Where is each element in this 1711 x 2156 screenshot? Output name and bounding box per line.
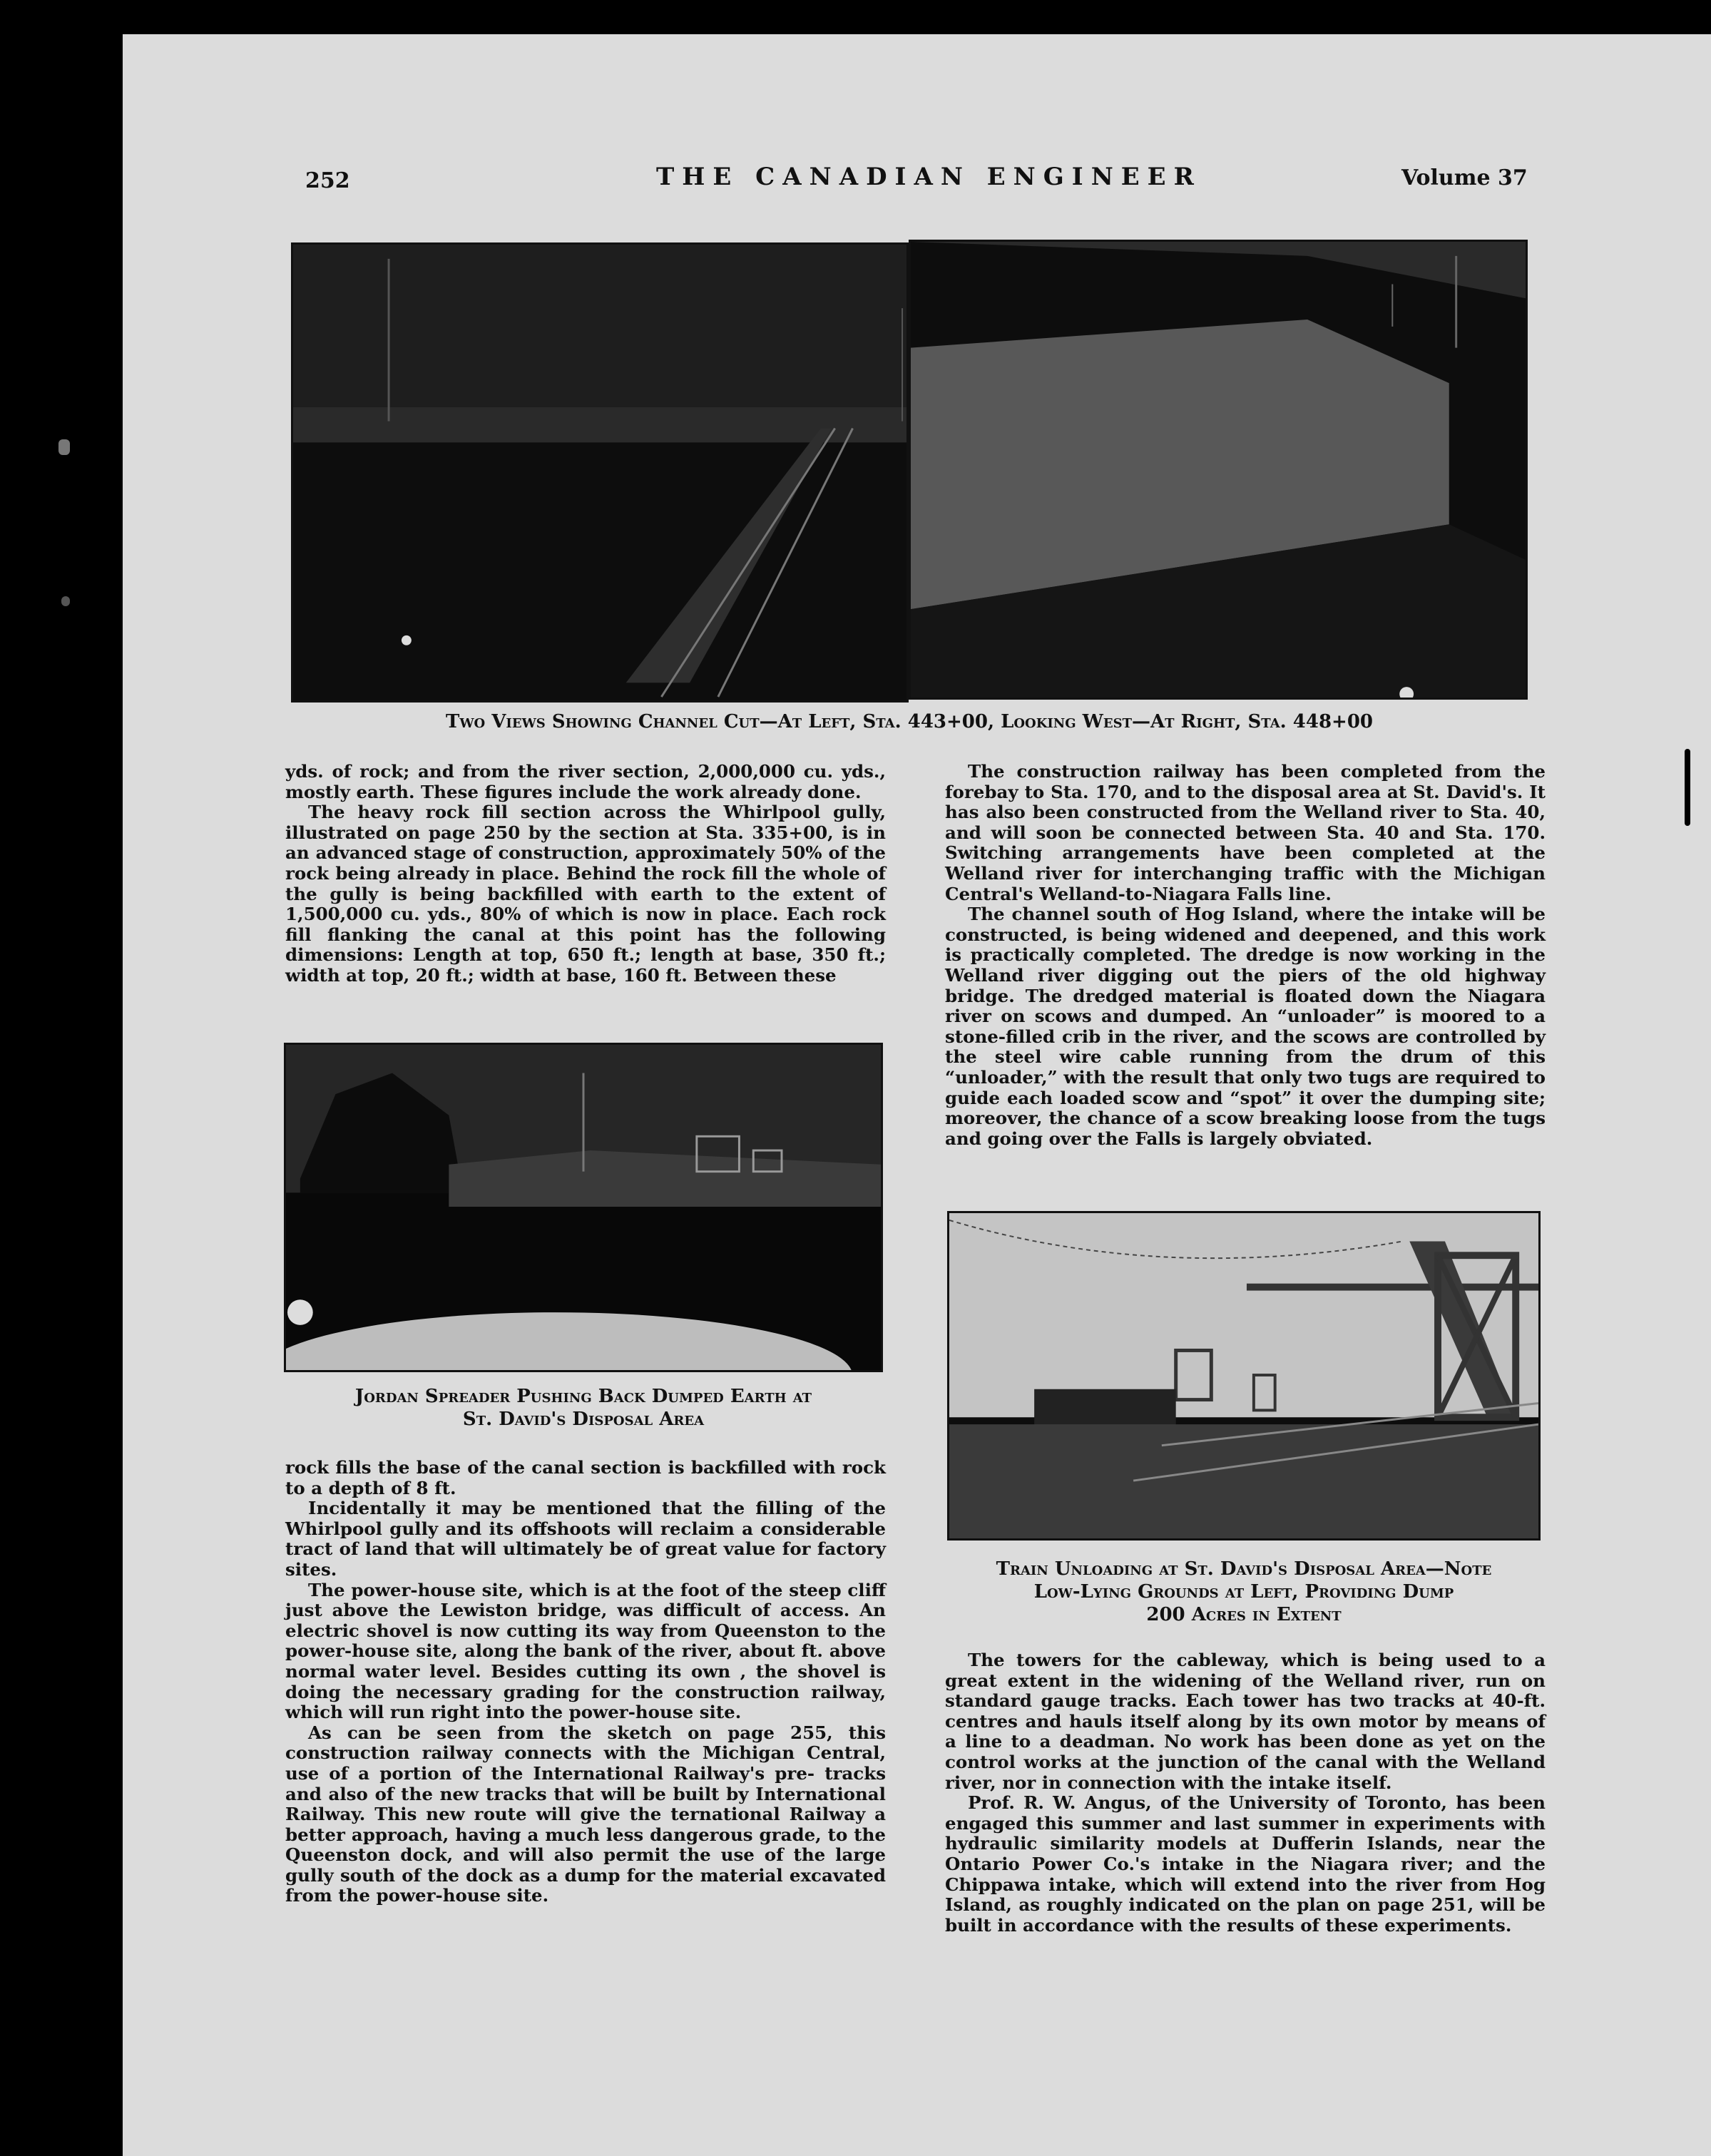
- paragraph: yds. of rock; and from the river section, 2,000,000 cu. yds., mostly earth. These figures include the work already done.: [285, 761, 886, 802]
- caption-line: Train Unloading at St. David's Disposal Area—Note: [996, 1558, 1492, 1580]
- paragraph: As can be seen from the sketch on page 255, this construction railway connects with the Michigan Central, use of a portion of the International Railway's pre- tracks and also of the new tracks that will be built by International Railway. This new route will give the ternational Railway a better approach, having a much less dangerous grade, to the Queenston dock, and will also permit the use of the large gully south of the dock as a dump for the material excavated from the power-house site.: [285, 1722, 886, 1906]
- caption-top: Two Views Showing Channel Cut—At Left, Sta. 443+00, Looking West—At Right, Sta. 448+00: [445, 711, 1374, 732]
- paragraph: The construction railway has been completed from the forebay to Sta. 170, and to the disposal area at St. David's. It has also been constructed from the Welland river to Sta. 40, and will soon be connected between Sta. 40 and Sta. 170. Switching arrangements have been completed at the Welland river for interchanging traffic with the Michigan Central's Welland-to-Niagara Falls line.: [945, 761, 1546, 904]
- left-column-block-b: [285, 1458, 886, 1993]
- paragraph: The power-house site, which is at the foot of the steep cliff just above the Lewiston bridge, was difficult of access. An electric shovel is now cutting its way from Queenston to the power-house site, along the bank of the river, about ft. above normal water level. Besides cutting its own , the shovel is doing the necessary grading for the construction railway, which will run right into the power-house site.: [285, 1579, 886, 1723]
- photo-train-unloading: [947, 1211, 1541, 1541]
- volume-label: Volume 37: [1401, 165, 1528, 190]
- caption-line: St. David's Disposal Area: [462, 1409, 705, 1430]
- scan-edge-speck: [61, 596, 70, 606]
- right-column-block-a: [945, 762, 1546, 1190]
- left-column-block-a: [285, 762, 886, 1010]
- photo-jordan-spreader: [284, 1043, 883, 1372]
- paragraph: Incidentally it may be mentioned that the filling of the Whirlpool gully and its offshoots will reclaim a considerable tract of land that will ultimately be of great value for factory sites.: [285, 1498, 886, 1580]
- paragraph: rock fills the base of the canal section is backfilled with rock to a depth of 8 ft.: [285, 1457, 886, 1498]
- right-column-block-b: [945, 1650, 1546, 1978]
- paragraph: The towers for the cableway, which is being used to a great extent in the widening of the Welland river, run on standard gauge tracks. Each tower has two tracks at 40-ft. centres and hauls itself along by its own motor by means of a line to a deadman. No work has been done as yet on the control works at the junction of the canal with the Welland river, nor in connection with the intake itself.: [945, 1650, 1546, 1793]
- caption-line: 200 Acres in Extent: [1146, 1604, 1342, 1625]
- paragraph: Prof. R. W. Angus, of the University of Toronto, has been engaged this summer and last summer in experiments with hydraulic similarity models at Dufferin Islands, near the Ontario Power Co.'s intake in the Niagara river; and the Chippawa intake, which will extend into the river from Hog Island, as roughly indicated on the plan on page 251, will be built in accordance with the results of these experiments.: [945, 1792, 1546, 1936]
- scan-bracket-mark: [1685, 749, 1690, 826]
- page-number: 252: [305, 168, 350, 193]
- caption-line: Low-Lying Grounds at Left, Providing Dump: [1033, 1581, 1454, 1603]
- caption-train-unloading: [940, 1558, 1548, 1626]
- scan-edge-speck: [58, 439, 70, 455]
- photo-channel-cut-right: [909, 240, 1528, 700]
- paragraph: The channel south of Hog Island, where the intake will be constructed, is being widened and deepened, and this work is practically completed. The dredge is now working in the Welland river digging out the piers of the old highway bridge. The dredged material is floated down the Niagara river on scows and dumped. An “unloader” is moored to a stone-filled crib in the river, and the scows are controlled by the steel wire cable running from the drum of this “unloader,” with the result that only two tugs are required to guide each loaded scow and “spot” it over the dumping site; moreover, the chance of a scow breaking loose from the tugs and going over the Falls is largely obviated.: [945, 904, 1546, 1149]
- caption-jordan-spreader: [284, 1385, 883, 1431]
- photo-channel-cut-left: [291, 242, 909, 703]
- journal-title: THE CANADIAN ENGINEER: [656, 163, 1202, 191]
- caption-line: Jordan Spreader Pushing Back Dumped Earth at: [354, 1386, 812, 1407]
- paragraph: The heavy rock fill section across the Whirlpool gully, illustrated on page 250 by the section at Sta. 335+00, is in an advanced stage of construction, approximately 50% of the rock being already in place. Behind the rock fill the whole of the gully is being backfilled with earth to the extent of 1,500,000 cu. yds., 80% of which is now in place. Each rock fill flanking the canal at this point has the following dimensions: Length at top, 650 ft.; length at base, 350 ft.; width at top, 20 ft.; width at base, 160 ft. Between these: [285, 802, 886, 986]
